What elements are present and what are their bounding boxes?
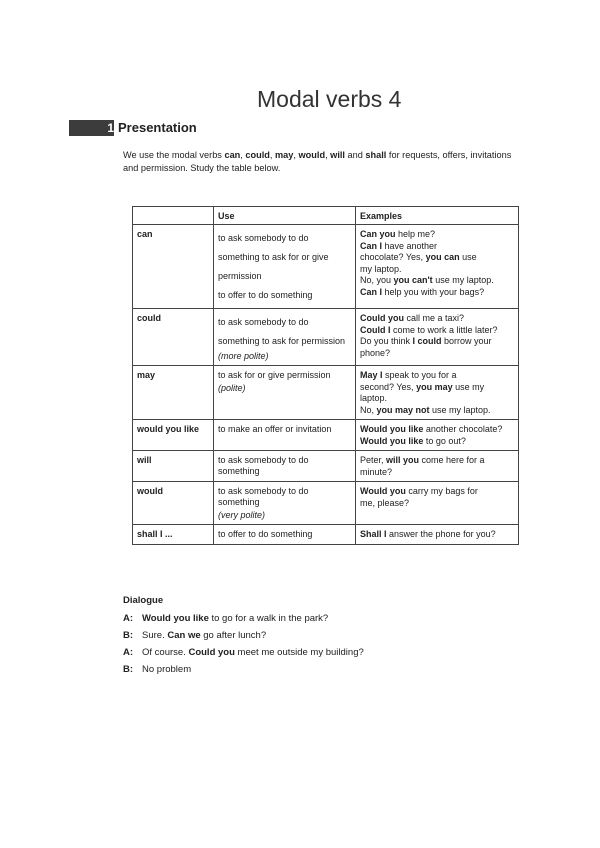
example-text: Peter, [360,455,387,465]
example-line [360,424,514,436]
intro-text: for requests, offers, invitations and permission. Study the table below. [123,150,512,173]
modal-verb: shall [365,150,387,160]
dialogue-modal: Could you [188,647,235,658]
intro-text: , [269,150,276,160]
table-header-row [133,207,519,225]
example-text: use my laptop. [429,404,491,415]
example-modal: Could you [360,313,404,323]
use-cell [214,225,356,309]
example-text: laptop. [360,393,388,403]
use-line: something [218,497,260,507]
use-cell [214,451,356,482]
example-modal: will you [386,455,420,465]
example-line [360,393,514,405]
example-text: call me a taxi? [404,313,465,323]
verb-cell: would you like [133,420,214,451]
example-line [360,455,514,478]
use-line: to make an offer or invitation [218,424,332,434]
example-line [360,405,514,417]
verb-cell: would [133,482,214,525]
example-line [360,529,514,541]
verb-cell: can [133,225,214,309]
table-row [133,482,519,525]
example-text: have another [382,240,438,251]
table-row [133,525,519,545]
speaker-label: A: [123,647,134,658]
example-text: me, please? [360,497,410,508]
use-cell [214,525,356,545]
use-line: to ask somebody to do [218,455,309,465]
use-line: to offer to do something [218,290,313,300]
intro-text: , [293,150,299,160]
example-modal: you may not [376,404,430,415]
use-line: to ask somebody to do [218,317,309,327]
section-title: Presentation [118,120,197,135]
example-text: use my [452,381,485,392]
example-modal: Would you [360,486,406,496]
header-use: Use [214,207,356,225]
example-line [360,325,514,337]
example-line [360,287,514,299]
examples-cell [356,451,519,482]
modal-verb: could [245,150,270,160]
example-text: help you with your bags? [382,286,485,297]
example-line [360,264,514,276]
table-row [133,366,519,420]
example-text: No, you [360,275,394,285]
modal-verb: would [298,150,326,160]
example-modal: I could [412,336,442,346]
intro-text: and [344,150,366,160]
example-line [360,252,514,264]
example-modal: May I [360,370,383,380]
use-line: to offer to do something [218,529,313,539]
example-text: another chocolate? [423,424,503,434]
speaker-label: B: [123,664,134,675]
example-text: chocolate? Yes, [360,252,426,262]
intro-text: We use the modal verbs [123,150,225,160]
example-line [360,229,514,241]
example-modal: Would you like [360,424,424,434]
intro-text: , [240,150,246,160]
example-modal: Shall I [360,529,387,539]
example-text: phone? [360,347,391,358]
dialogue-line [123,630,266,641]
example-text: speak to you for a [382,370,457,380]
example-text: use my laptop. [432,275,494,285]
example-modal: Can I [360,240,383,251]
use-cell [214,420,356,451]
example-line [360,348,514,360]
use-note: (more polite) [218,351,269,361]
use-cell [214,366,356,420]
examples-cell [356,420,519,451]
example-modal: Would you like [360,435,424,446]
table-row [133,420,519,451]
example-modal: Can you [360,229,396,239]
speaker-label: B: [123,630,134,641]
use-line: something to ask for or give [218,252,329,262]
speaker-label: A: [123,613,134,624]
modal-verb: can [224,150,241,160]
dialogue-text: meet me outside my building? [234,647,364,658]
dialogue-text: Sure. [142,630,168,641]
example-line [360,313,514,325]
example-text: answer the phone for you? [386,529,496,539]
example-text: carry my bags for [405,486,478,496]
dialogue-heading: Dialogue [123,595,164,606]
example-line [360,370,514,382]
dialogue-text: to go for a walk in the park? [208,613,329,624]
example-modal: Could I [360,324,391,335]
examples-cell [356,309,519,366]
example-modal: you can't [393,275,433,285]
table-row [133,451,519,482]
modal-verbs-table [132,206,519,545]
example-modal: Can I [360,286,383,297]
verb-cell: may [133,366,214,420]
example-text: to go out? [423,435,466,446]
dialogue-text: Of course. [142,647,189,658]
header-examples: Examples [356,207,519,225]
example-text: come here for a minute? [360,455,485,477]
dialogue-line [123,664,191,675]
dialogue-text: go after lunch? [200,630,267,641]
examples-cell [356,482,519,525]
verb-cell: shall I ... [133,525,214,545]
use-line: something [218,466,260,476]
examples-cell [356,225,519,309]
use-line: to ask somebody to do [218,233,309,243]
example-text: my laptop. [360,263,402,274]
example-modal: you may [416,381,453,392]
example-line [360,382,514,394]
modal-verb: may [275,150,294,160]
dialogue-line [123,647,364,658]
dialogue-line [123,613,328,624]
example-text: No, [360,404,377,415]
dialogue-modal: Can we [167,630,201,641]
dialogue-text: No problem [142,664,192,675]
example-line [360,275,514,287]
use-line: to ask for or give permission [218,370,331,380]
example-line [360,436,514,448]
example-text: come to work a little later? [390,324,498,335]
use-line: to ask somebody to do [218,486,309,496]
verb-cell: could [133,309,214,366]
example-line [360,498,514,510]
example-text: second? Yes, [360,381,417,392]
example-text: borrow your [441,336,492,346]
example-modal: you can [425,252,460,262]
example-line [360,241,514,253]
modal-verb: will [330,150,345,160]
use-note: (very polite) [218,510,266,520]
use-cell [214,309,356,366]
use-cell [214,482,356,525]
example-text: use [459,252,477,262]
use-note: (polite) [218,383,246,393]
section-number: 1 [107,121,114,135]
table-row [133,309,519,366]
intro-paragraph [123,149,523,175]
examples-cell [356,366,519,420]
verb-cell: will [133,451,214,482]
header-verb [133,207,214,225]
use-line: permission [218,271,262,281]
use-line: something to ask for permission [218,336,346,346]
example-text: Do you think [360,336,413,346]
example-line [360,486,514,498]
dialogue-modal: Would you like [142,613,209,624]
examples-cell [356,525,519,545]
table-row [133,225,519,309]
example-line [360,336,514,348]
example-text: help me? [395,229,436,239]
intro-text: , [325,150,331,160]
